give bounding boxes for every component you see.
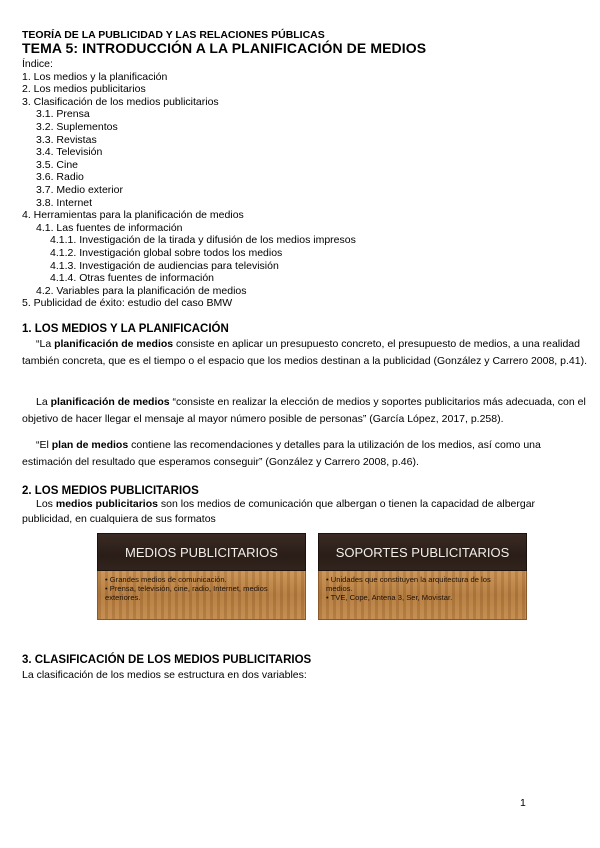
paragraph: La clasificación de los medios se estructura en dos variables: <box>22 669 307 681</box>
toc-label: Índice: <box>22 58 53 70</box>
toc-item: 4. Herramientas para la planificación de medios <box>22 209 244 222</box>
toc-item: 3.8. Internet <box>36 196 93 209</box>
page-number: 1 <box>520 797 526 809</box>
card-bullet: • TVE, Cope, Antena 3, Ser, Movistar. <box>326 593 453 602</box>
card-title: MEDIOS PUBLICITARIOS <box>97 533 306 571</box>
section-heading: 1. LOS MEDIOS Y LA PLANIFICACIÓN <box>22 323 229 335</box>
toc-item: 3.3. Revistas <box>36 133 97 146</box>
bold-term: plan de medios <box>51 439 129 451</box>
text-run: consiste en aplicar un presupuesto concreto, el presupuesto de medios, a una realidad también concreta, que es el tiempo o el espacio que los medios destinan a la publicidad (González y Carrero 2008, p.41). <box>22 338 587 367</box>
text-run: “El <box>36 439 52 451</box>
card-bullet: • Prensa, televisión, cine, radio, Internet, medios exteriores. <box>105 584 268 602</box>
tema-title: TEMA 5: INTRODUCCIÓN A LA PLANIFICACIÓN DE MEDIOS <box>22 40 427 56</box>
toc-item: 3. Clasificación de los medios publicitarios <box>22 95 219 108</box>
toc-item: 3.4. Televisión <box>36 146 103 159</box>
toc-item: 5. Publicidad de éxito: estudio del caso BMW <box>22 297 233 310</box>
paragraph <box>22 497 588 527</box>
toc-item: 3.5. Cine <box>36 158 79 171</box>
toc-item: 1. Los medios y la planificación <box>22 70 168 83</box>
section-heading: 2. LOS MEDIOS PUBLICITARIOS <box>22 485 199 497</box>
card-body <box>318 571 527 620</box>
card-body <box>97 571 306 620</box>
medios-publicitarios-card <box>97 533 306 620</box>
course-title: TEORÍA DE LA PUBLICIDAD Y LAS RELACIONES PÚBLICAS <box>22 29 325 41</box>
card-bullet: • Grandes medios de comunicación. <box>105 575 227 584</box>
toc-item: 3.1. Prensa <box>36 108 90 121</box>
paragraph <box>22 394 588 427</box>
paragraph <box>22 437 588 470</box>
text-run: Los <box>36 498 56 510</box>
toc-item: 4.1. Las fuentes de información <box>36 221 183 234</box>
table-of-contents <box>22 58 356 310</box>
toc-item: 4.1.2. Investigación global sobre todos los medios <box>50 246 283 259</box>
toc-item: 4.2. Variables para la planificación de medios <box>36 284 247 297</box>
toc-item: 3.7. Medio exterior <box>36 183 123 196</box>
text-run: “La <box>36 338 55 350</box>
section-heading: 3. CLASIFICACIÓN DE LOS MEDIOS PUBLICITARIOS <box>22 654 312 666</box>
toc-item: 2. Los medios publicitarios <box>22 83 146 96</box>
text-run: “consiste en realizar la elección de medios y soportes publicitarios más adecuada, con el objetivo de hacer llegar el mensaje al mayor número posible de personas” (García López, 2017, p.258). <box>22 396 586 425</box>
bold-term: planificación de medios <box>54 338 174 350</box>
card-title: SOPORTES PUBLICITARIOS <box>318 533 527 571</box>
text-run: son los medios de comunicación que albergan o tienen la capacidad de albergar publicidad, en cualquiera de sus formatos <box>22 498 536 525</box>
toc-item: 4.1.3. Investigación de audiencias para televisión <box>50 259 279 272</box>
card-bullet: • Unidades que constituyen la arquitectura de los medios. <box>326 575 491 593</box>
toc-item: 3.2. Suplementos <box>36 120 118 133</box>
bold-term: medios publicitarios <box>55 498 158 510</box>
toc-item: 4.1.4. Otras fuentes de información <box>50 272 215 285</box>
paragraph <box>22 336 588 369</box>
toc-item: 3.6. Radio <box>36 171 84 184</box>
soportes-publicitarios-card <box>318 533 527 620</box>
toc-item: 4.1.1. Investigación de la tirada y difusión de los medios impresos <box>50 234 356 247</box>
bold-term: planificación de medios <box>50 396 170 408</box>
text-run: contiene las recomendaciones y detalles para la utilización de los medios, así como una estimación del resultado que esperamos conseguir” (González y Carrero 2008, p.46). <box>22 439 541 468</box>
text-run: La <box>36 396 51 408</box>
